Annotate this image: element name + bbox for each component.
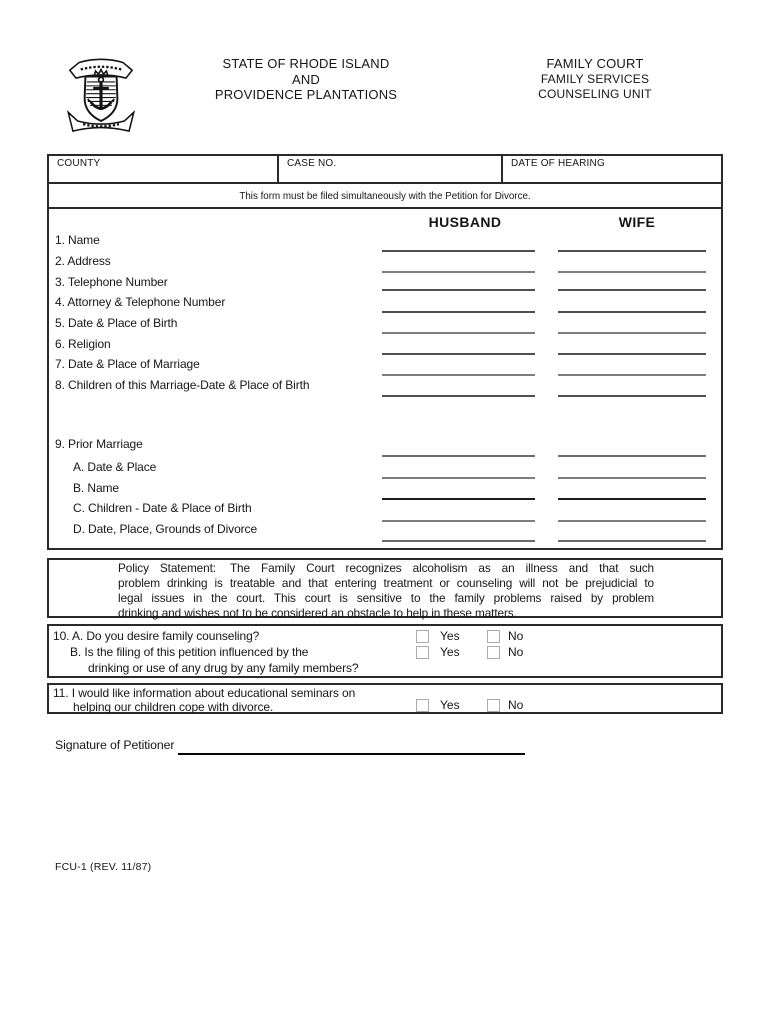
husband-column-header: HUSBAND <box>428 214 502 230</box>
wife-line-9a[interactable] <box>558 477 706 479</box>
wife-line-9b[interactable] <box>558 498 706 500</box>
wife-line-9c[interactable] <box>558 520 706 522</box>
note-row-divider <box>47 207 723 209</box>
policy-line-3: legal issues in the court. This court is sensitive to the family problems raised by problem <box>118 591 654 605</box>
item-7-label: 7. Date & Place of Marriage <box>55 357 200 371</box>
policy-statement-text <box>118 561 654 621</box>
label-10b-yes: Yes <box>440 645 460 659</box>
item-1-label: 1. Name <box>55 233 100 247</box>
item-8-label: 8. Children of this Marriage-Date & Place of Birth <box>55 378 310 392</box>
husband-line-9[interactable] <box>382 455 535 457</box>
filing-note: This form must be filed simultaneously with the Petition for Divorce. <box>239 191 531 202</box>
header-row-divider <box>47 182 723 184</box>
item-2-label: 2. Address <box>55 254 111 268</box>
wife-column-header: WIFE <box>618 214 656 230</box>
checkbox-10a-no[interactable] <box>487 630 500 643</box>
wife-line-7[interactable] <box>558 374 706 376</box>
husband-line-4[interactable] <box>382 311 535 313</box>
checkbox-10a-yes[interactable] <box>416 630 429 643</box>
question-10b-text-line1: B. Is the filing of this petition influenced by the <box>70 645 309 659</box>
question-10a-text: 10. A. Do you desire family counseling? <box>53 629 260 643</box>
case-no-field[interactable] <box>279 156 499 180</box>
husband-line-3[interactable] <box>382 289 535 291</box>
form-code: FCU-1 (REV. 11/87) <box>55 861 152 873</box>
policy-heading: Policy Statement: <box>118 561 216 575</box>
item-5-label: 5. Date & Place of Birth <box>55 316 178 330</box>
label-10b-no: No <box>508 645 524 659</box>
question-11-text-line1: 11. I would like information about educational seminars on <box>53 686 356 700</box>
wife-line-2[interactable] <box>558 271 706 273</box>
wife-line-9[interactable] <box>558 455 706 457</box>
husband-line-1[interactable] <box>382 250 535 252</box>
question-11-text-line2: helping our children cope with divorce. <box>73 700 274 714</box>
husband-line-9d[interactable] <box>382 540 535 542</box>
policy-line-4: drinking and wishes not to be considered an obstacle to help in these matters. <box>118 606 517 620</box>
wife-line-4[interactable] <box>558 311 706 313</box>
checkbox-11-no[interactable] <box>487 699 500 712</box>
date-of-hearing-field[interactable] <box>503 156 721 180</box>
label-10a-yes: Yes <box>440 629 460 643</box>
item-9d-label: D. Date, Place, Grounds of Divorce <box>73 522 258 536</box>
state-title-line2: AND <box>291 71 321 87</box>
husband-line-7[interactable] <box>382 374 535 376</box>
court-title-line2: FAMILY SERVICES <box>540 71 650 86</box>
signature-line[interactable] <box>178 753 525 755</box>
item-9c-label: C. Children - Date & Place of Birth <box>73 501 252 515</box>
item-6-label: 6. Religion <box>55 337 111 351</box>
state-seal-icon <box>62 53 140 139</box>
policy-line-2: problem drinking is treatable and that entering treatment or counseling will not be prejudicial to <box>118 576 654 590</box>
label-11-yes: Yes <box>440 698 460 712</box>
checkbox-11-yes[interactable] <box>416 699 429 712</box>
state-title-line1: STATE OF RHODE ISLAND <box>222 56 390 71</box>
husband-line-9c[interactable] <box>382 520 535 522</box>
item-9a-label: A. Date & Place <box>73 460 157 474</box>
signature-label: Signature of Petitioner <box>55 738 175 752</box>
state-title-line3: PROVIDENCE PLANTATIONS <box>214 87 398 102</box>
court-title <box>465 56 725 102</box>
husband-line-9a[interactable] <box>382 477 535 479</box>
husband-line-2[interactable] <box>382 271 535 273</box>
husband-line-6[interactable] <box>382 353 535 355</box>
item-4-label: 4. Attorney & Telephone Number <box>55 295 226 309</box>
policy-line-1: Policy Statement: The Family Court recognizes alcoholism as an illness and that such <box>118 561 654 575</box>
checkbox-10b-no[interactable] <box>487 646 500 659</box>
wife-line-5[interactable] <box>558 332 706 334</box>
court-title-line3: COUNSELING UNIT <box>538 86 652 101</box>
state-title <box>176 56 436 103</box>
husband-line-8[interactable] <box>382 395 535 397</box>
husband-line-5[interactable] <box>382 332 535 334</box>
wife-line-8[interactable] <box>558 395 706 397</box>
label-11-no: No <box>508 698 524 712</box>
wife-line-9d[interactable] <box>558 540 706 542</box>
item-3-label: 3. Telephone Number <box>55 275 168 289</box>
wife-line-6[interactable] <box>558 353 706 355</box>
date-of-hearing-label: DATE OF HEARING <box>511 158 605 169</box>
label-10a-no: No <box>508 629 524 643</box>
item-9b-label: B. Name <box>73 481 119 495</box>
court-title-line1: FAMILY COURT <box>546 56 644 71</box>
wife-line-1[interactable] <box>558 250 706 252</box>
wife-line-3[interactable] <box>558 289 706 291</box>
case-no-label: CASE NO. <box>287 158 337 169</box>
item-9-label: 9. Prior Marriage <box>55 437 143 451</box>
county-label: COUNTY <box>57 158 101 169</box>
county-field[interactable] <box>49 156 275 180</box>
husband-line-9b[interactable] <box>382 498 535 500</box>
checkbox-10b-yes[interactable] <box>416 646 429 659</box>
question-10b-text-line2: drinking or use of any drug by any family members? <box>88 661 359 675</box>
